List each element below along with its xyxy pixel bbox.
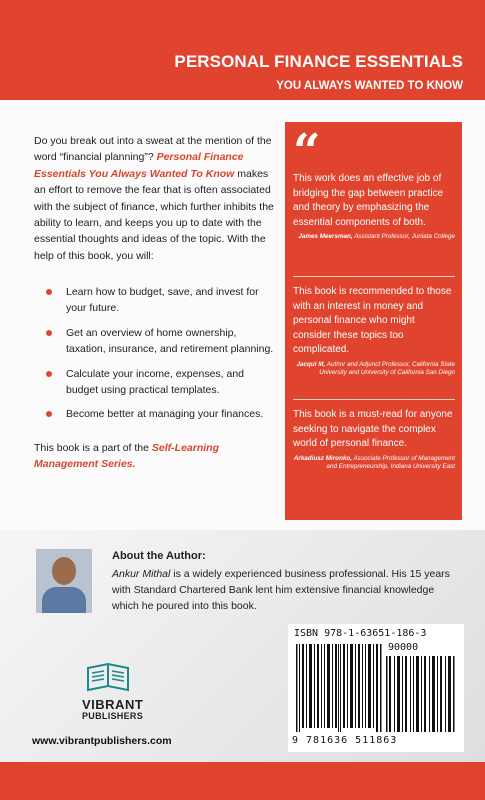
- list-item: [46, 366, 278, 399]
- about-author-heading: About the Author:: [112, 550, 206, 562]
- list-item-text: Get an overview of home ownership, taxation, insurance, and retirement planning.: [66, 326, 274, 356]
- book-subtitle: YOU ALWAYS WANTED TO KNOW: [276, 80, 463, 92]
- testimonial-3: [293, 408, 455, 472]
- publisher-website: www.vibrantpublishers.com: [32, 735, 172, 747]
- intro-text-end: makes an effort to remove the fear that is often associated with the subject of finance, which further inhibits the ability to learn, and keeps you up to date with the essential thoughts and ideas of the topic. With the help of this book, you will:: [34, 167, 274, 262]
- barcode-addon-icon: [386, 656, 456, 732]
- publisher-name: VIBRANT: [82, 697, 144, 712]
- benefit-list: [46, 284, 278, 431]
- author-shirt: [42, 587, 86, 613]
- testimonial-author: James Meersman,: [298, 233, 353, 240]
- book-title: PERSONAL FINANCE ESSENTIALS: [174, 52, 463, 71]
- bullet-dot-icon: [46, 411, 52, 417]
- series-text: This book is a part of the: [34, 442, 152, 454]
- footer-band: [0, 762, 485, 800]
- intro-paragraph: [34, 133, 276, 264]
- isbn-number: ISBN 978-1-63651-186-3: [294, 628, 427, 639]
- ean-number: 9 781636 511863: [292, 735, 398, 746]
- publisher-subname: PUBLISHERS: [82, 711, 144, 721]
- testimonial-author: Jacqui M,: [296, 360, 326, 368]
- list-item: [46, 284, 278, 317]
- testimonial-attribution: [293, 361, 455, 378]
- barcode-main-icon: [296, 644, 382, 732]
- intro-book-title: Personal Finance Essentials You Always Wanted To Know: [34, 151, 244, 180]
- open-book-logo-icon: [86, 662, 130, 692]
- price-code: 90000: [388, 642, 419, 653]
- testimonials-box: [285, 122, 462, 520]
- testimonial-text: This work does an effective job of bridging the gap between practice and theory by emphasizing the essential components of both.: [293, 173, 444, 228]
- testimonial-divider: [293, 276, 455, 277]
- testimonial-attribution: [293, 233, 455, 242]
- testimonial-divider: [293, 399, 455, 400]
- testimonial-author: Arkadiusz Mironko,: [293, 454, 352, 462]
- header-band: [0, 0, 485, 100]
- list-item: [46, 325, 278, 358]
- series-paragraph: [34, 440, 276, 473]
- author-name: Ankur Mithal: [112, 568, 171, 580]
- testimonial-text: This book is a must-read for anyone seeking to navigate the complex world of personal finance.: [293, 409, 453, 449]
- list-item: [46, 406, 278, 422]
- author-photo: [36, 549, 92, 613]
- author-bio: is a widely experienced business professional. His 15 years with Standard Chartered Bank lent him extensive financial knowledge which he poured into this book.: [112, 568, 450, 612]
- bullet-dot-icon: [46, 289, 52, 295]
- series-name: Self-Learning Management Series.: [34, 442, 219, 471]
- list-item-text: Calculate your income, expenses, and budget using practical templates.: [66, 367, 245, 397]
- list-item-text: Learn how to budget, save, and invest for your future.: [66, 286, 259, 315]
- testimonial-role: Associate Professor of Management and Entrepreneurship, Indiana University East: [326, 454, 455, 470]
- intro-text-start: Do you break out into a sweat at the mention of the word “financial planning”?: [34, 135, 272, 164]
- testimonial-text: This book is recommended to those with an interest in money and personal finance who might consider these topics too complicated.: [293, 286, 452, 355]
- author-face: [52, 557, 76, 585]
- about-author-text: [112, 566, 462, 614]
- bullet-dot-icon: [46, 330, 52, 336]
- testimonial-role: Author and Adjunct Professor, California State University and University of California San Diego: [319, 360, 455, 376]
- testimonial-2: [293, 285, 455, 378]
- testimonial-role: Assistant Professor, Juniata College: [354, 233, 455, 240]
- quote-mark-icon: “: [293, 124, 321, 180]
- list-item-text: Become better at managing your finances.: [66, 408, 264, 421]
- testimonial-1: [293, 172, 455, 242]
- bullet-dot-icon: [46, 371, 52, 377]
- testimonial-attribution: [293, 455, 455, 472]
